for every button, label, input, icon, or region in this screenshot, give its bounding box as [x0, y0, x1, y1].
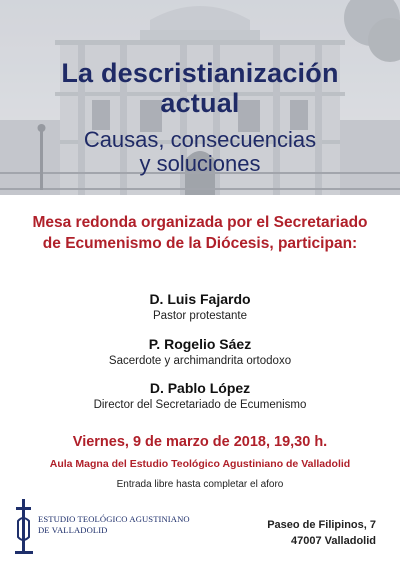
- address-block: [267, 517, 376, 549]
- logo-line-1: ESTUDIO TEOLÓGICO AGUSTINIANO: [38, 514, 190, 524]
- speaker-role: Director del Secretariado de Ecumenismo: [93, 399, 307, 411]
- institution-logo: [12, 497, 212, 557]
- speaker-name: D. Pablo López: [149, 380, 251, 396]
- round-table-intro: [0, 212, 400, 254]
- title-block: [0, 58, 400, 176]
- speaker-name: D. Luis Fajardo: [149, 291, 251, 307]
- address-line-1: Paseo de Filipinos, 7: [267, 519, 376, 531]
- subtitle-line-1: Causas, consecuencias: [83, 127, 317, 152]
- address-line-2: 47007 Valladolid: [291, 535, 376, 547]
- speaker-role: Sacerdote y archimandrita ortodoxo: [108, 355, 292, 367]
- hero-banner: [0, 0, 400, 195]
- speaker-2: [0, 335, 400, 369]
- main-title-line-2: actual: [160, 88, 240, 118]
- event-date: Viernes, 9 de marzo de 2018, 19,30 h.: [72, 434, 328, 450]
- speaker-1: [0, 290, 400, 324]
- intro-line-1: Mesa redonda organizada por el Secretariado: [32, 214, 368, 231]
- main-title-line-1: La descristianización: [61, 58, 339, 88]
- speaker-role: Pastor protestante: [153, 310, 247, 322]
- speaker-name: P. Rogelio Sáez: [148, 336, 252, 352]
- subtitle-line-2: y soluciones: [139, 151, 261, 176]
- intro-line-2: de Ecumenismo de la Diócesis, participan:: [42, 235, 358, 252]
- event-entry-note: Entrada libre hasta completar el aforo: [116, 479, 284, 490]
- cross-emblem-icon: [12, 497, 36, 557]
- speaker-3: [0, 379, 400, 413]
- event-place: Aula Magna del Estudio Teológico Agustiniano de Valladolid: [49, 458, 351, 470]
- event-details: [0, 432, 400, 492]
- logo-text: [38, 514, 190, 536]
- logo-line-2: DE VALLADOLID: [38, 525, 108, 535]
